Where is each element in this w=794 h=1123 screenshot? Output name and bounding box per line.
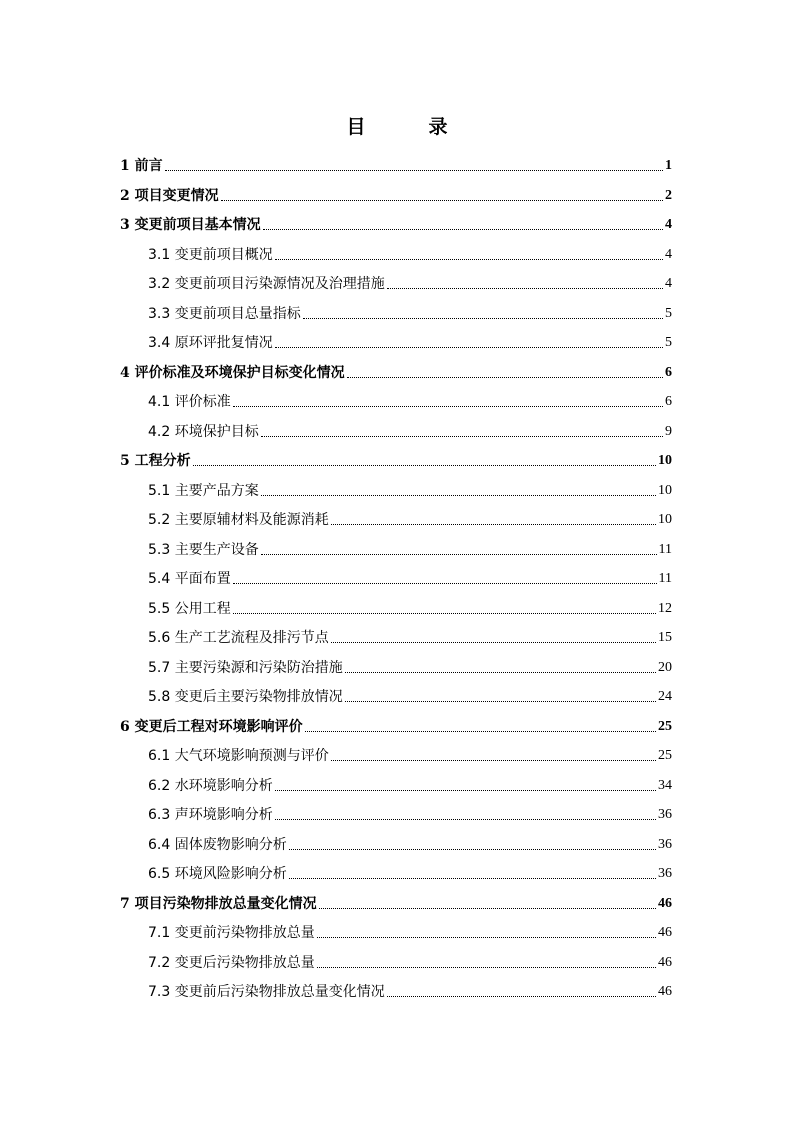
toc-section-entry[interactable] [148, 330, 672, 352]
dot-leader [345, 701, 656, 702]
toc-page-number: 6 [665, 364, 672, 380]
toc-entry-label: 2 项目变更情况 [120, 187, 219, 204]
dot-leader [345, 672, 656, 673]
toc-page-number: 24 [658, 689, 672, 704]
toc-chapter-entry[interactable] [120, 212, 672, 234]
toc-page-number: 4 [665, 217, 672, 232]
toc-entry-label: 7.1 变更前污染物排放总量 [148, 925, 315, 941]
toc-page-number: 46 [658, 984, 672, 999]
toc-entry-label: 5.4 平面布置 [148, 571, 231, 587]
toc-page-number: 1 [665, 158, 672, 173]
toc-entry-label: 4 评价标准及环境保护目标变化情况 [120, 364, 345, 381]
toc-entry-label: 1 前言 [120, 158, 163, 174]
dot-leader [347, 377, 663, 378]
toc-entry-label: 3.2 变更前项目污染源情况及治理措施 [148, 276, 385, 292]
toc-page-number: 36 [658, 836, 672, 852]
toc-page-number: 15 [658, 630, 672, 645]
dot-leader [165, 170, 663, 171]
dot-leader [387, 996, 656, 997]
toc-entry-label: 5 工程分析 [120, 453, 191, 469]
toc-section-entry[interactable] [148, 566, 672, 588]
toc-section-entry[interactable] [148, 625, 672, 647]
toc-entry-label: 6 变更后工程对环境影响评价 [120, 718, 303, 735]
toc-section-entry[interactable] [148, 242, 672, 264]
toc-section-entry[interactable] [148, 301, 672, 323]
toc-page-number: 9 [665, 423, 672, 439]
toc-entry-label: 5.3 主要生产设备 [148, 541, 259, 558]
toc-entry-label: 6.4 固体废物影响分析 [148, 836, 287, 853]
toc-page-number: 36 [658, 866, 672, 881]
toc-entry-label: 3.3 变更前项目总量指标 [148, 305, 301, 322]
toc-section-entry[interactable] [148, 507, 672, 529]
dot-leader [317, 937, 656, 938]
dot-leader [261, 436, 663, 437]
dot-leader [275, 259, 663, 260]
toc-page-number: 10 [658, 482, 672, 498]
toc-page-number: 36 [658, 807, 672, 822]
toc-page-number: 25 [658, 718, 672, 734]
toc-section-entry[interactable] [148, 655, 672, 677]
toc-page-number: 12 [658, 600, 672, 616]
toc-page-number: 34 [658, 777, 672, 793]
toc-section-entry[interactable] [148, 684, 672, 706]
toc-section-entry[interactable] [148, 920, 672, 942]
toc-section-entry[interactable] [148, 743, 672, 765]
toc-entry-label: 3.1 变更前项目概况 [148, 246, 273, 263]
dot-leader [233, 613, 656, 614]
toc-section-entry[interactable] [148, 271, 672, 293]
dot-leader [221, 200, 663, 201]
toc-section-entry[interactable] [148, 389, 672, 411]
toc-entry-label: 6.1 大气环境影响预测与评价 [148, 748, 329, 764]
dot-leader [303, 318, 663, 319]
toc-chapter-entry[interactable] [120, 714, 672, 736]
toc-section-entry[interactable] [148, 537, 672, 559]
toc-section-entry[interactable] [148, 419, 672, 441]
dot-leader [261, 495, 656, 496]
dot-leader [275, 790, 656, 791]
toc-page-number: 10 [658, 512, 672, 527]
toc-entry-label: 4.1 评价标准 [148, 394, 231, 410]
dot-leader [387, 288, 663, 289]
toc-page-number: 20 [658, 659, 672, 675]
toc-page-number: 6 [665, 394, 672, 409]
toc-chapter-entry[interactable] [120, 448, 672, 470]
toc-page-number: 4 [665, 276, 672, 291]
toc-page-number: 46 [658, 925, 672, 940]
toc-entry-label: 5.7 主要污染源和污染防治措施 [148, 659, 343, 676]
dot-leader [275, 347, 663, 348]
dot-leader [331, 760, 656, 761]
toc-page-number: 46 [658, 954, 672, 970]
toc-chapter-entry[interactable] [120, 360, 672, 382]
toc-entry-label: 6.5 环境风险影响分析 [148, 866, 287, 882]
dot-leader [319, 908, 656, 909]
toc-section-entry[interactable] [148, 979, 672, 1001]
toc-section-entry[interactable] [148, 950, 672, 972]
toc-chapter-entry[interactable] [120, 183, 672, 205]
dot-leader [275, 819, 656, 820]
toc-page-number: 5 [665, 305, 672, 321]
toc-page-number: 4 [665, 246, 672, 262]
toc-section-entry[interactable] [148, 773, 672, 795]
toc-section-entry[interactable] [148, 802, 672, 824]
toc-entry-label: 5.6 生产工艺流程及排污节点 [148, 630, 329, 646]
toc-entry-label: 3.4 原环评批复情况 [148, 335, 273, 351]
dot-leader [261, 554, 657, 555]
toc-entry-label: 7.2 变更后污染物排放总量 [148, 954, 315, 971]
toc-entry-label: 7 项目污染物排放总量变化情况 [120, 895, 317, 912]
dot-leader [233, 406, 663, 407]
toc-chapter-entry[interactable] [120, 891, 672, 913]
toc-entry-label: 5.1 主要产品方案 [148, 482, 259, 499]
dot-leader [331, 524, 656, 525]
toc-page-number: 5 [665, 335, 672, 350]
toc-entry-label: 7.3 变更前后污染物排放总量变化情况 [148, 984, 385, 1000]
toc-entry-label: 4.2 环境保护目标 [148, 423, 259, 440]
toc-page-number: 46 [658, 895, 672, 911]
dot-leader [317, 967, 656, 968]
toc-entry-label: 6.3 声环境影响分析 [148, 807, 273, 823]
dot-leader [193, 465, 656, 466]
toc-section-entry[interactable] [148, 596, 672, 618]
dot-leader [305, 731, 656, 732]
dot-leader [331, 642, 656, 643]
toc-entry-label: 5.8 变更后主要污染物排放情况 [148, 689, 343, 705]
dot-leader [233, 583, 657, 584]
toc-page-number: 10 [658, 453, 672, 468]
toc-entry-label: 6.2 水环境影响分析 [148, 777, 273, 794]
dot-leader [263, 229, 663, 230]
toc-title: 目 录 [346, 116, 470, 138]
toc-page-number: 11 [658, 541, 672, 557]
toc-page-number: 2 [665, 187, 672, 203]
toc-entry-label: 3 变更前项目基本情况 [120, 217, 261, 233]
toc-section-entry[interactable] [148, 832, 672, 854]
toc-section-entry[interactable] [148, 861, 672, 883]
dot-leader [289, 849, 656, 850]
toc-page-number: 11 [658, 571, 672, 586]
toc-entry-label: 5.5 公用工程 [148, 600, 231, 617]
toc-chapter-entry[interactable] [120, 153, 672, 175]
dot-leader [289, 878, 656, 879]
toc-entry-label: 5.2 主要原辅材料及能源消耗 [148, 512, 329, 528]
toc-page-number: 25 [658, 748, 672, 763]
toc-section-entry[interactable] [148, 478, 672, 500]
